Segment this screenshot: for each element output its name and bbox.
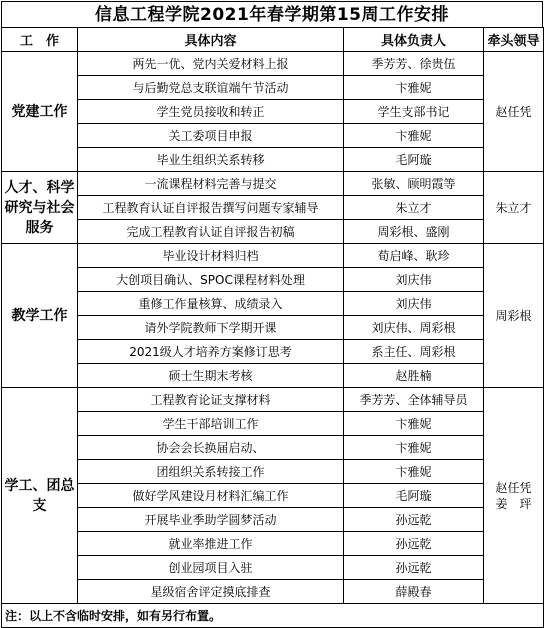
owner-cell: 孙远乾: [344, 508, 484, 532]
footnote: 注：以上不含临时安排，如有另行布置。: [2, 604, 544, 628]
table-row: [2, 388, 544, 412]
owner-cell: 卞雅妮: [344, 460, 484, 484]
table-row: [2, 340, 544, 364]
table-row: [2, 196, 544, 220]
task-cell: 完成工程教育认证自评报告初稿: [78, 220, 344, 244]
task-cell: 硕士生期末考核: [78, 364, 344, 388]
table-row: [2, 412, 544, 436]
owner-cell: 孙远乾: [344, 532, 484, 556]
leader-cell: 赵任凭 姜 玶: [484, 388, 544, 604]
page-title: 信息工程学院2021年春学期第15周工作安排: [1, 1, 543, 27]
table-row: [2, 508, 544, 532]
task-cell: 工程教育论证支撑材料: [78, 388, 344, 412]
task-cell: 星级宿舍评定摸底排查: [78, 580, 344, 604]
owner-cell: 朱立才: [344, 196, 484, 220]
task-cell: 2021级人才培养方案修订思考: [78, 340, 344, 364]
schedule-body: [2, 52, 544, 604]
task-cell: 毕业设计材料归档: [78, 244, 344, 268]
table-row: [2, 100, 544, 124]
task-cell: 请外学院教师下学期开课: [78, 316, 344, 340]
table-row: [2, 484, 544, 508]
owner-cell: 刘庆伟、周彩根: [344, 316, 484, 340]
task-cell: 学生干部培训工作: [78, 412, 344, 436]
owner-cell: 张敏、顾明霞等: [344, 172, 484, 196]
category-cell: 教学工作: [2, 244, 78, 388]
task-cell: 一流课程材料完善与提交: [78, 172, 344, 196]
category-cell: 学工、团总支: [2, 388, 78, 604]
owner-cell: 学生支部书记: [344, 100, 484, 124]
task-cell: 与后勤党总支联谊端午节活动: [78, 76, 344, 100]
task-cell: 重修工作量核算、成绩录入: [78, 292, 344, 316]
owner-cell: 卞雅妮: [344, 412, 484, 436]
header-leader: 牵头领导: [484, 28, 544, 52]
table-row: [2, 124, 544, 148]
header-category: 工 作: [2, 28, 78, 52]
table-row: [2, 316, 544, 340]
note-row: [2, 604, 544, 628]
header-task: 具体内容: [78, 28, 344, 52]
schedule-table: [1, 27, 544, 628]
task-cell: 做好学风建设月材料汇编工作: [78, 484, 344, 508]
category-cell: 党建工作: [2, 52, 78, 172]
owner-cell: 卞雅妮: [344, 76, 484, 100]
owner-cell: 季芳芳、全体辅导员: [344, 388, 484, 412]
owner-cell: 刘庆伟: [344, 292, 484, 316]
table-row: [2, 556, 544, 580]
owner-cell: 卞雅妮: [344, 436, 484, 460]
leader-cell: 朱立才: [484, 172, 544, 244]
owner-cell: 周彩根、盛刚: [344, 220, 484, 244]
task-cell: 学生党员接收和转正: [78, 100, 344, 124]
owner-cell: 薛殿春: [344, 580, 484, 604]
task-cell: 关工委项目申报: [78, 124, 344, 148]
task-cell: 就业率推进工作: [78, 532, 344, 556]
category-cell: 人才、科学研究与社会服务: [2, 172, 78, 244]
table-row: [2, 292, 544, 316]
task-cell: 团组织关系转接工作: [78, 460, 344, 484]
table-row: [2, 148, 544, 172]
owner-cell: 荀启峰、耿珍: [344, 244, 484, 268]
owner-cell: 季芳芳、徐贵伍: [344, 52, 484, 76]
table-row: [2, 220, 544, 244]
leader-cell: 周彩根: [484, 244, 544, 388]
task-cell: 创业园项目入驻: [78, 556, 344, 580]
task-cell: 协会会长换届启动、: [78, 436, 344, 460]
table-row: [2, 268, 544, 292]
owner-cell: 毛阿璇: [344, 484, 484, 508]
header-owner: 具体负责人: [344, 28, 484, 52]
owner-cell: 孙远乾: [344, 556, 484, 580]
leader-cell: 赵任凭: [484, 52, 544, 172]
task-cell: 两先一优、党内关爱材料上报: [78, 52, 344, 76]
header-row: [2, 28, 544, 52]
table-row: [2, 244, 544, 268]
task-cell: 开展毕业季助学圆梦活动: [78, 508, 344, 532]
table-row: [2, 532, 544, 556]
table-row: [2, 172, 544, 196]
owner-cell: 卞雅妮: [344, 124, 484, 148]
table-row: [2, 52, 544, 76]
table-row: [2, 460, 544, 484]
owner-cell: 系主任、周彩根: [344, 340, 484, 364]
schedule-sheet: [1, 1, 543, 623]
task-cell: 毕业生组织关系转移: [78, 148, 344, 172]
table-row: [2, 436, 544, 460]
owner-cell: 毛阿璇: [344, 148, 484, 172]
table-row: [2, 364, 544, 388]
table-row: [2, 580, 544, 604]
owner-cell: 赵胜楠: [344, 364, 484, 388]
owner-cell: 刘庆伟: [344, 268, 484, 292]
table-row: [2, 76, 544, 100]
task-cell: 大创项目确认、SPOC课程材料处理: [78, 268, 344, 292]
task-cell: 工程教育认证自评报告撰写问题专家辅导: [78, 196, 344, 220]
